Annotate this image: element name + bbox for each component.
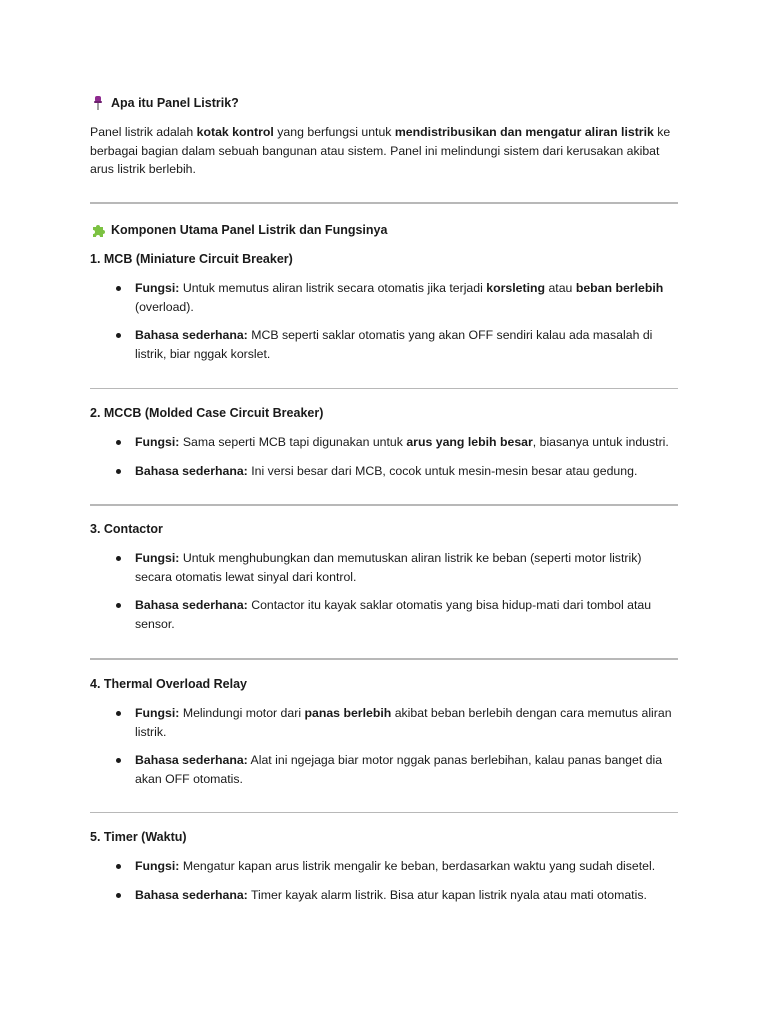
bold-text: korsleting bbox=[486, 281, 546, 295]
bold-text: Bahasa sederhana: bbox=[135, 463, 248, 478]
bullet-text bbox=[135, 598, 651, 631]
component-title-1: 1. MCB (Miniature Circuit Breaker) bbox=[90, 252, 293, 266]
component-title-4: 4. Thermal Overload Relay bbox=[90, 677, 248, 691]
intro-heading bbox=[90, 94, 239, 112]
bullet-text bbox=[135, 706, 672, 739]
intro-paragraph bbox=[90, 123, 678, 179]
text-run: yang berfungsi untuk bbox=[273, 125, 395, 139]
intro-heading-text: Apa itu Panel Listrik? bbox=[111, 96, 239, 110]
bold-text: Fungsi: bbox=[135, 551, 180, 565]
component-list-4 bbox=[90, 704, 678, 788]
puzzle-icon bbox=[90, 222, 106, 238]
bullet-bahasa bbox=[90, 596, 678, 633]
text-run: akibat beban berlebih dengan cara memutus aliran listrik. bbox=[135, 706, 672, 739]
text-run: , biasanya untuk industri. bbox=[532, 435, 669, 449]
bold-text: Fungsi: bbox=[135, 706, 180, 720]
bold-text: Bahasa sederhana: bbox=[135, 753, 248, 768]
text-run: Untuk memutus aliran listrik secara otomatis jika terjadi bbox=[179, 281, 487, 295]
bullet-bahasa bbox=[90, 326, 678, 363]
bullet-dot bbox=[116, 440, 121, 445]
component-title-5: 5. Timer (Waktu) bbox=[90, 830, 187, 844]
text-run: Ini versi besar dari MCB, cocok untuk mesin-mesin besar atau gedung. bbox=[247, 463, 638, 478]
bullet-bahasa bbox=[90, 751, 678, 788]
component-title-2: 2. MCCB (Molded Case Circuit Breaker) bbox=[90, 406, 324, 420]
divider bbox=[90, 812, 678, 813]
text-run: Melindungi motor dari bbox=[179, 706, 305, 720]
text-run: ke berbagai bagian dalam sebuah bangunan atau sistem. Panel ini melindungi sistem dari kerusakan akibat arus listrik berlebih. bbox=[90, 125, 671, 177]
text-run: Timer kayak alarm listrik. Bisa atur kapan listrik nyala atau mati otomatis. bbox=[247, 887, 647, 902]
bullet-fungsi bbox=[90, 433, 678, 452]
text-run: Untuk menghubungkan dan memutuskan aliran listrik ke beban (seperti motor listrik) secara otomatis lewat sinyal dari kontrol. bbox=[135, 551, 642, 584]
bold-text: kotak kontrol bbox=[196, 125, 274, 139]
bold-text: mendistribusikan dan mengatur aliran listrik bbox=[394, 125, 654, 139]
bold-text: Fungsi: bbox=[135, 281, 180, 295]
pushpin-icon bbox=[90, 95, 106, 111]
bullet-dot bbox=[116, 469, 121, 474]
bold-text: panas berlebih bbox=[304, 706, 392, 720]
bold-text: Fungsi: bbox=[135, 435, 180, 449]
bullet-text bbox=[135, 859, 655, 873]
bullet-fungsi bbox=[90, 704, 678, 741]
bold-text: Fungsi: bbox=[135, 859, 180, 873]
text-run: atau bbox=[545, 281, 576, 295]
bullet-dot bbox=[116, 758, 121, 763]
bullet-bahasa bbox=[90, 462, 678, 481]
bold-text: Bahasa sederhana: bbox=[135, 887, 248, 902]
text-run: Panel listrik adalah bbox=[90, 125, 197, 139]
bullet-dot bbox=[116, 556, 121, 561]
component-list-1 bbox=[90, 279, 678, 363]
component-title-3: 3. Contactor bbox=[90, 522, 163, 536]
components-heading bbox=[90, 221, 387, 239]
bullet-dot bbox=[116, 893, 121, 898]
divider bbox=[90, 504, 678, 506]
divider bbox=[90, 658, 678, 660]
bullet-fungsi bbox=[90, 279, 678, 316]
bullet-fungsi bbox=[90, 857, 678, 876]
bullet-text bbox=[135, 753, 662, 786]
bold-text: arus yang lebih besar bbox=[406, 435, 533, 449]
divider bbox=[90, 388, 678, 389]
component-list-5 bbox=[90, 857, 678, 904]
bullet-text bbox=[135, 328, 652, 361]
component-list-2 bbox=[90, 433, 678, 480]
text-run: Contactor itu kayak saklar otomatis yang bisa hidup-mati dari tombol atau sensor. bbox=[135, 598, 652, 631]
bullet-dot bbox=[116, 333, 121, 338]
bold-text: beban berlebih bbox=[575, 281, 664, 295]
text-run: (overload). bbox=[135, 299, 194, 314]
bullet-dot bbox=[116, 711, 121, 716]
bullet-fungsi bbox=[90, 549, 678, 586]
components-heading-text: Komponen Utama Panel Listrik dan Fungsinya bbox=[111, 223, 388, 237]
bullet-dot bbox=[116, 286, 121, 291]
bullet-text bbox=[135, 281, 663, 314]
text-run: MCB seperti saklar otomatis yang akan OFF sendiri kalau ada masalah di listrik, biar nggak korslet. bbox=[135, 328, 653, 361]
text-run: Alat ini ngejaga biar motor nggak panas berlebihan, kalau panas banget dia akan OFF otomatis. bbox=[135, 753, 663, 786]
bold-text: Bahasa sederhana: bbox=[135, 328, 248, 343]
divider bbox=[90, 202, 678, 204]
bullet-dot bbox=[116, 864, 121, 869]
bullet-text bbox=[135, 435, 669, 449]
text-run: Mengatur kapan arus listrik mengalir ke beban, berdasarkan waktu yang sudah disetel. bbox=[179, 859, 656, 873]
bold-text: Bahasa sederhana: bbox=[135, 598, 248, 613]
text-run: Sama seperti MCB tapi digunakan untuk bbox=[179, 435, 407, 449]
bullet-dot bbox=[116, 603, 121, 608]
bullet-text bbox=[135, 464, 637, 478]
bullet-text bbox=[135, 888, 647, 902]
bullet-text bbox=[135, 551, 641, 584]
bullet-bahasa bbox=[90, 886, 678, 905]
component-list-3 bbox=[90, 549, 678, 633]
